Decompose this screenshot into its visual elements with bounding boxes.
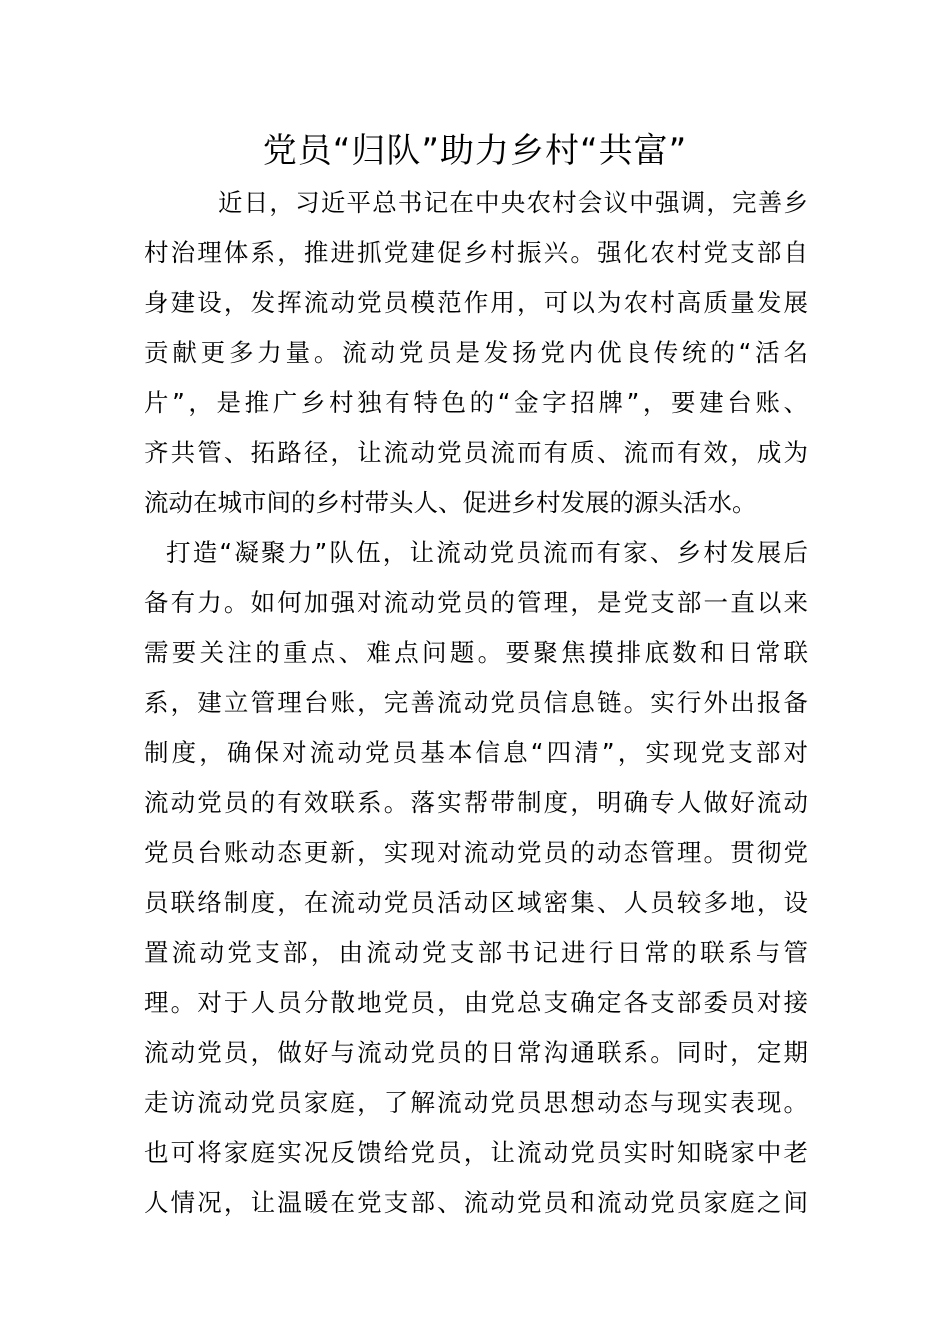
paragraph-2-line: 流动党员，做好与流动党员的日常沟通联系。同时，定期 (144, 1038, 808, 1067)
paragraph-2-line: 需要关注的重点、难点问题。要聚焦摸排底数和日常联 (144, 638, 808, 667)
paragraph-2-line: 流动党员的有效联系。落实帮带制度，明确专人做好流动 (144, 788, 808, 817)
paragraph-1-line: 身建设，发挥流动党员模范作用，可以为农村高质量发展 (144, 288, 808, 317)
paragraph-1-line: 片”，是推广乡村独有特色的“金字招牌”，要建台账、 (144, 388, 808, 417)
paragraph-1-line: 贡献更多力量。流动党员是发扬党内优良传统的“活名 (144, 338, 808, 367)
paragraph-2-line: 置流动党支部，由流动党支部书记进行日常的联系与管 (144, 938, 808, 967)
paragraph-1-line: 齐共管、拓路径，让流动党员流而有质、流而有效，成为 (144, 438, 808, 467)
document-body (144, 178, 808, 1228)
paragraph-1-line: 近日，习近平总书记在中央农村会议中强调，完善乡 (218, 188, 808, 217)
document-title: 党员“归队”助力乡村“共富” (262, 131, 688, 171)
paragraph-2-line: 备有力。如何加强对流动党员的管理，是党支部一直以来 (144, 588, 808, 617)
paragraph-1-line: 村治理体系，推进抓党建促乡村振兴。强化农村党支部自 (144, 238, 808, 267)
paragraph-2-line: 打造“凝聚力”队伍，让流动党员流而有家、乡村发展后 (166, 538, 808, 567)
paragraph-2-line: 人情况，让温暖在党支部、流动党员和流动党员家庭之间 (144, 1188, 808, 1217)
paragraph-2-line: 系，建立管理台账，完善流动党员信息链。实行外出报备 (144, 688, 808, 717)
paragraph-2-line: 党员台账动态更新，实现对流动党员的动态管理。贯彻党 (144, 838, 808, 867)
paragraph-2-line: 员联络制度，在流动党员活动区域密集、人员较多地，设 (144, 888, 808, 917)
paragraph-2-line: 制度，确保对流动党员基本信息“四清”，实现党支部对 (144, 738, 808, 767)
paragraph-1-line: 流动在城市间的乡村带头人、促进乡村发展的源头活水。 (144, 488, 757, 517)
paragraph-2-line: 也可将家庭实况反馈给党员，让流动党员实时知晓家中老 (144, 1138, 808, 1167)
paragraph-2-line: 走访流动党员家庭，了解流动党员思想动态与现实表现。 (144, 1088, 808, 1117)
paragraph-2-line: 理。对于人员分散地党员，由党总支确定各支部委员对接 (144, 988, 808, 1017)
